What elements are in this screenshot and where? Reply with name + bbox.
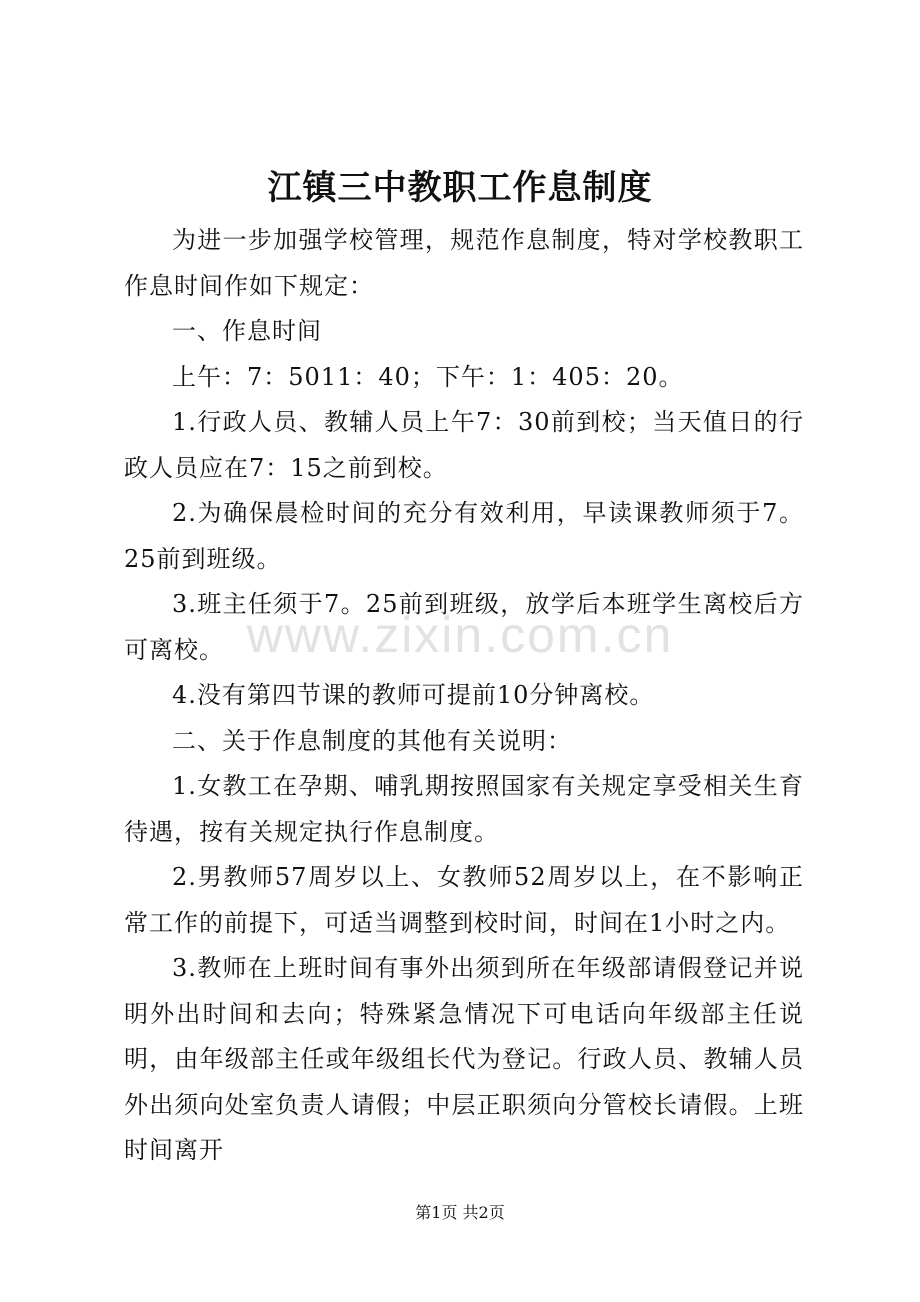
section-heading: 二、关于作息制度的其他有关说明： xyxy=(172,726,572,755)
paragraph: 3.教师在上班时间有事外出须到所在年级部请假登记并说明外出时间和去向；特殊紧急情况下可电话向年级部主任说明，由年级部主任或年级组长代为登记。行政人员、教辅人员外出须向处室负责人请假；中层正职须向分管校长请假。上班时间离开 xyxy=(124,954,804,1164)
watermark: www.zixin.com.cn xyxy=(246,607,674,663)
paragraph: 为进一步加强学校管理，规范作息制度，特对学校教职工作息时间作如下规定： xyxy=(124,226,804,300)
paragraph: 1.女教工在孕期、哺乳期按照国家有关规定享受相关生育待遇，按有关规定执行作息制度。 xyxy=(124,772,804,846)
document-title: 江镇三中教职工作息制度 xyxy=(267,168,653,208)
page-footer: 第1页 共2页 xyxy=(415,1203,505,1222)
paragraph: 3.班主任须于7。25前到班级，放学后本班学生离校后方可离校。 xyxy=(124,590,804,664)
paragraph: 4.没有第四节课的教师可提前10分钟离校。 xyxy=(172,681,655,709)
paragraph: 1.行政人员、教辅人员上午7：30前到校；当天值日的行政人员应在7：15之前到校。 xyxy=(124,408,804,482)
section-heading: 一、作息时间 xyxy=(172,317,322,345)
document-body xyxy=(124,218,804,1174)
paragraph: 上午：7：5011：40；下午：1：405：20。 xyxy=(172,362,684,391)
paragraph: 2.为确保晨检时间的充分有效利用，早读课教师须于7。25前到班级。 xyxy=(124,499,804,573)
paragraph: 2.男教师57周岁以上、女教师52周岁以上，在不影响正常工作的前提下，可适当调整到校时间，时间在1小时之内。 xyxy=(124,863,804,937)
